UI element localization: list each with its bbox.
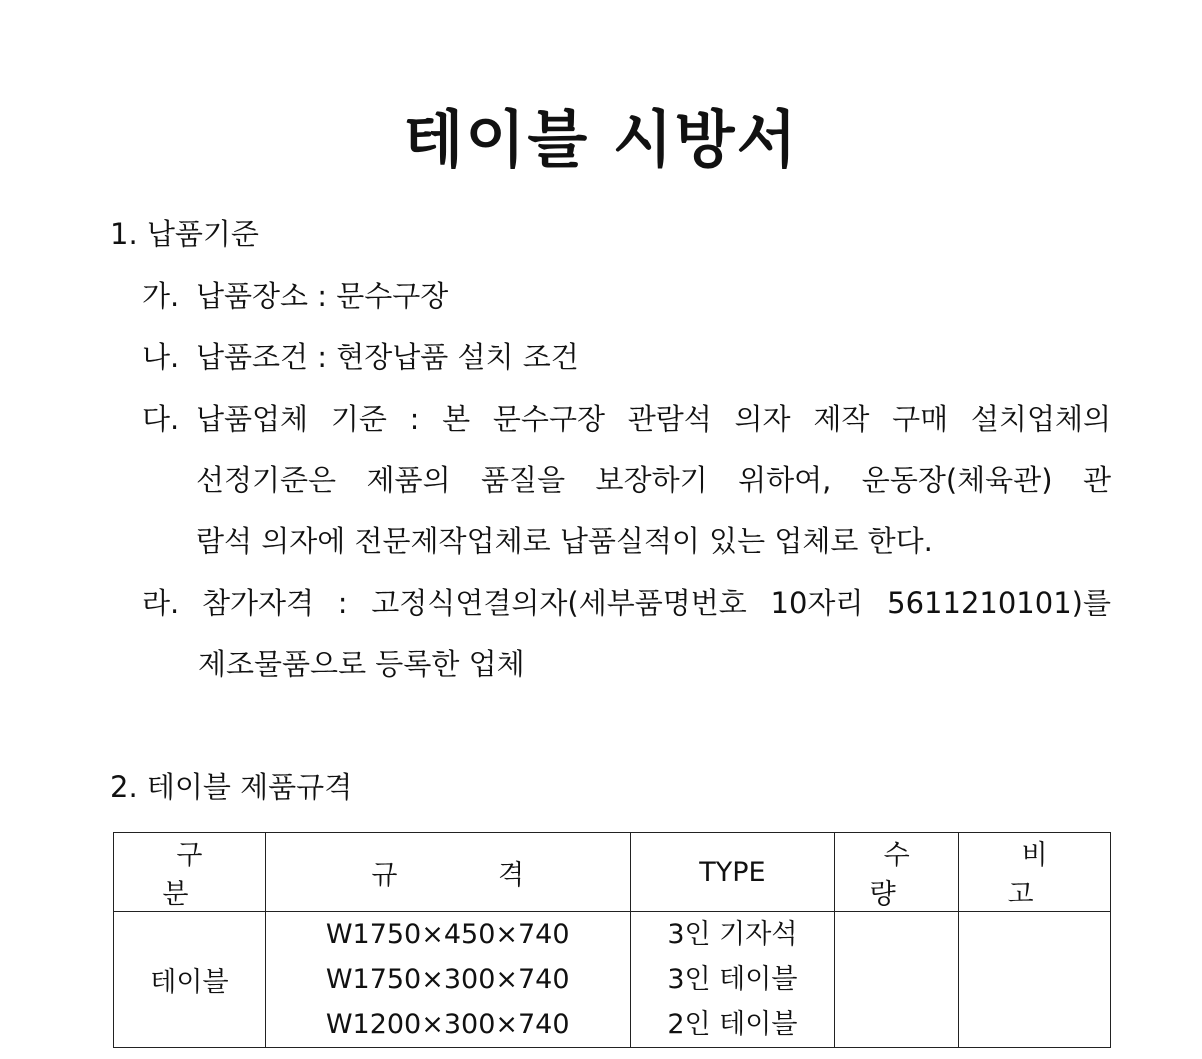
item-b-line-1: 납품조건 : 현장납품 설치 조건: [196, 340, 579, 374]
table-row: [114, 912, 1111, 1048]
document-title: 테이블 시방서: [403, 103, 799, 176]
type-value: 3인 기자석: [667, 919, 798, 950]
type-value: 3인 테이블: [667, 964, 798, 995]
item-b-marker: 나.: [142, 340, 180, 374]
spec-value: W1200×300×740: [325, 1009, 570, 1040]
item-c-line-2: 선정기준은 제품의 품질을 보장하기 위하여, 운동장(체육관) 관: [196, 463, 1111, 497]
item-a-marker: 가.: [142, 279, 180, 313]
section-2-heading: 2. 테이블 제품규격: [110, 770, 353, 804]
header-type: TYPE: [630, 833, 835, 912]
header-quantity: 수 량: [835, 833, 959, 912]
section-1-heading: 1. 납품기준: [110, 217, 259, 251]
item-d-line-2: 제조물품으로 등록한 업체: [198, 647, 525, 681]
header-category: 구 분: [114, 833, 266, 912]
spec-table: [113, 832, 1111, 1048]
spec-value: W1750×450×740: [325, 919, 570, 950]
header-spec: 규 격: [265, 833, 630, 912]
item-a-line-1: 납품장소 : 문수구장: [196, 279, 449, 313]
remarks-cell: [959, 912, 1111, 1048]
item-d-line-1: 참가자격 : 고정식연결의자(세부품명번호 10자리 5611210101)를: [202, 586, 1111, 620]
quantity-cell: [835, 912, 959, 1048]
category-cell: 테이블: [114, 912, 266, 1048]
type-cell: [630, 912, 835, 1048]
item-c-line-3: 람석 의자에 전문제작업체로 납품실적이 있는 업체로 한다.: [196, 524, 933, 558]
spec-value: W1750×300×740: [325, 964, 570, 995]
item-d-marker: 라.: [142, 586, 180, 620]
item-c-marker: 다.: [142, 402, 180, 436]
table-header-row: [114, 833, 1111, 912]
item-c-line-1: 납품업체 기준 : 본 문수구장 관람석 의자 제작 구매 설치업체의: [196, 402, 1111, 436]
spec-cell: [265, 912, 630, 1048]
header-remarks: 비 고: [959, 833, 1111, 912]
type-value: 2인 테이블: [667, 1009, 798, 1040]
